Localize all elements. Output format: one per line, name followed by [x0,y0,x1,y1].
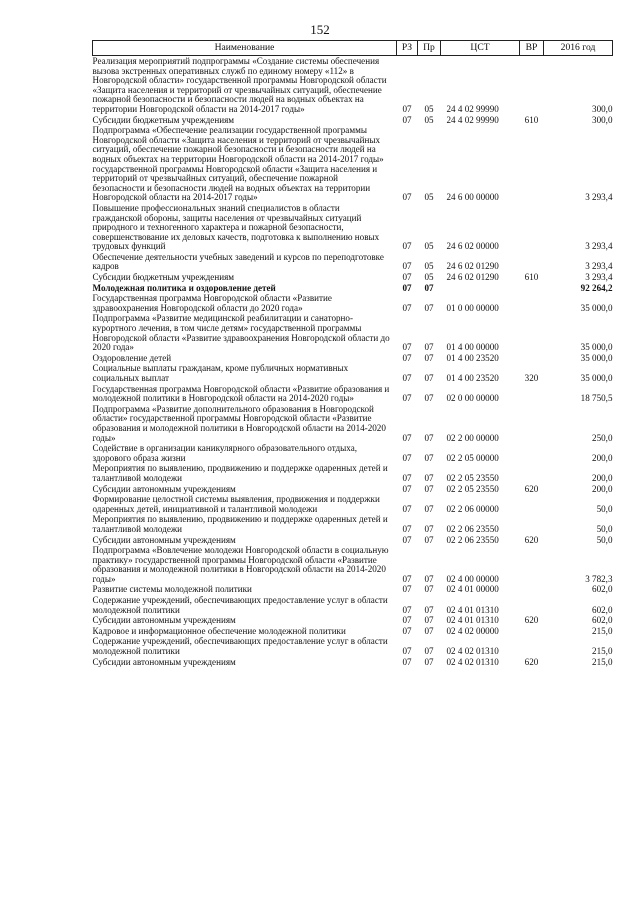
row-amount: 250,0 [592,432,613,443]
row-pr: 07 [424,615,434,626]
row-cst: 02 4 02 00000 [446,625,499,636]
row-name: Мероприятия по выявлению, продвижению и поддержке одаренных детей и талантливой молодежи [92,463,388,483]
row-pr: 07 [424,302,434,313]
row-rz: 07 [402,261,412,272]
row-rz: 07 [402,103,412,114]
row-vr: 320 [524,373,539,383]
row-name: Содержание учреждений, обеспечивающих предоставление услуг в области молодежной политики [92,636,388,657]
header-vr: ВР [520,41,544,56]
header-name: Наименование [93,41,397,56]
table-row [93,272,613,283]
row-rz: 07 [402,483,412,494]
row-vr [520,595,544,615]
row-rz: 07 [402,282,412,293]
row-vr [520,252,544,272]
budget-table-container [92,40,612,667]
row-rz: 07 [402,393,412,404]
row-vr [520,545,544,584]
row-cst: 02 2 05 00000 [446,452,499,463]
row-amount: 602,0 [592,604,613,615]
row-name: Подпрограмма «Вовлечение молодежи Новгородской области в социальную практику» государственной программы Новгородской области «Развитие образования и молодежной политики в Новгородской области на 2014-2020 годы» [92,545,389,584]
row-vr [520,384,544,404]
row-amount: 18 750,5 [580,393,613,404]
row-cst: 01 4 00 23520 [446,352,499,363]
row-cst: 24 6 02 01290 [446,272,499,283]
row-cst: 02 2 06 00000 [446,503,499,514]
row-rz: 07 [402,342,412,353]
row-name: Субсидии бюджетным учреждениям [92,272,235,283]
row-pr: 05 [424,272,434,283]
table-row [93,353,613,364]
row-cst: 24 6 02 00000 [446,241,499,252]
row-rz: 07 [402,573,412,584]
row-pr: 07 [424,573,434,584]
table-row [93,484,613,495]
header-year: 2016 год [544,41,613,56]
row-name: Подпрограмма «Обеспечение реализации государственной программы Новгородской области «Защита населения и территорий от чрезвычайных ситуаций, обеспечение пожарной безопасности и безопасности людей на водных объектах на территории Новгородской области на 2014-2017 годы» государственной программы Новгородской области «Защита населения и территорий от чрезвычайных ситуаций, обеспечение пожарной безопасности и безопасности людей на водных объектах на территории Новгородской области на 2014-2017 годы» [92,125,384,203]
row-vr: 620 [524,483,539,494]
row-rz: 07 [402,656,412,667]
row-name: Субсидии автономным учреждениям [92,656,236,667]
row-amount: 215,0 [592,656,613,667]
row-rz: 07 [402,534,412,545]
table-row [93,283,613,294]
table-row [93,545,613,584]
row-cst: 02 2 05 23550 [446,483,499,494]
table-header [93,41,613,56]
table-row [93,404,613,443]
row-name: Содействие в организации каникулярного образовательного отдыха, здорового образа жизни [92,443,358,463]
row-name: Обеспечение деятельности учебных заведений и курсов по переподготовке кадров [92,251,384,272]
row-cst: 01 0 00 00000 [446,302,499,313]
row-amount: 92 264,2 [580,282,613,293]
header-pr: Пр [418,41,441,56]
row-cst: 02 2 00 00000 [446,432,499,443]
row-amount: 3 293,4 [585,192,613,203]
row-name: Содержание учреждений, обеспечивающих предоставление услуг в области молодежной политики [92,595,388,615]
row-amount: 215,0 [592,625,613,636]
row-cst: 02 4 01 01310 [446,615,499,626]
row-vr [520,283,544,294]
row-cst: 02 4 00 00000 [446,573,499,584]
row-name: Субсидии автономным учреждениям [92,534,236,545]
row-amount: 3 293,4 [585,261,613,272]
row-name: Субсидии бюджетным учреждениям [92,114,235,125]
row-vr: 620 [524,615,539,626]
row-vr [520,636,544,656]
row-pr: 07 [424,352,434,363]
row-vr [520,353,544,364]
row-vr: 620 [524,534,539,545]
row-amount: 3 293,4 [585,241,613,252]
row-pr: 07 [424,534,434,545]
row-cst: 02 2 06 23550 [446,523,499,534]
row-name: Подпрограмма «Развитие дополнительного образования в Новгородской области» государственной программы Новгородской области «Развитие образования и молодежной политики в Новгородской области на 2014-2020 годы» [92,403,386,443]
row-vr [520,584,544,595]
table-row [93,494,613,514]
row-amount: 200,0 [592,472,613,483]
row-vr [520,293,544,313]
row-name: Мероприятия по выявлению, продвижению и поддержке одаренных детей и талантливой молодежи [92,514,388,534]
row-pr: 07 [424,373,434,383]
row-name: Кадровое и информационное обеспечение молодежной политики [92,625,346,636]
table-row [93,636,613,656]
row-amount: 50,0 [596,534,613,545]
row-pr: 05 [424,114,434,125]
row-vr [520,125,544,203]
table-row [93,595,613,615]
row-pr: 05 [424,192,434,203]
row-pr: 07 [424,393,434,404]
page-number: 152 [310,22,330,37]
table-row [93,514,613,534]
row-name: Реализация мероприятий подпрограммы «Создание системы обеспечения вызова экстренных оперативных служб по единому номеру «112» в Новгородской области» государственной программы Новгородской области «Защита населения и территорий от чрезвычайных ситуаций, обеспечение пожарной безопасности и безопасности людей на водных объектах на территории Новгородской области на 2014-2017 годы» [92,56,387,114]
row-amount: 215,0 [592,646,613,657]
row-name: Субсидии автономным учреждениям [92,615,236,626]
row-vr: 620 [524,656,539,667]
row-amount: 35 000,0 [580,302,613,313]
table-row [93,313,613,352]
row-pr: 07 [424,452,434,463]
row-rz: 07 [402,192,412,203]
row-name: Повышение профессиональных знаний специалистов в области гражданской обороны, защиты населения от чрезвычайных ситуаций природного и техногенного характера и пожарной безопасности, совершенствование их деловых качеств, подготовка к выполнению новых трудовых функций [92,202,380,252]
row-rz: 07 [402,503,412,514]
row-name: Социальные выплаты гражданам, кроме публичных нормативных социальных выплат [92,363,349,383]
row-rz: 07 [402,625,412,636]
row-rz: 07 [402,114,412,125]
row-vr: 610 [524,272,539,283]
row-pr: 05 [424,261,434,272]
header-row [93,41,613,56]
row-amount: 3 782,3 [585,573,613,584]
table-row [93,626,613,637]
row-amount: 200,0 [592,452,613,463]
row-rz: 07 [402,373,412,383]
row-rz: 07 [402,615,412,626]
row-name: Развитие системы молодежной политики [92,584,252,595]
row-amount: 35 000,0 [580,342,613,353]
table-row [93,252,613,272]
row-vr: 610 [524,114,539,125]
row-rz: 07 [402,646,412,657]
row-pr: 07 [424,584,434,595]
header-rz: РЗ [397,41,418,56]
row-pr: 07 [424,656,434,667]
row-vr [520,313,544,352]
table-row [93,463,613,483]
row-pr: 07 [424,523,434,534]
row-rz: 07 [402,452,412,463]
row-vr [520,463,544,483]
row-rz: 07 [402,272,412,283]
table-row [93,657,613,668]
table-body [93,56,613,668]
row-amount: 602,0 [592,615,613,626]
row-pr: 07 [424,604,434,615]
row-rz: 07 [402,604,412,615]
row-cst: 01 4 00 23520 [446,373,499,383]
row-pr: 07 [424,625,434,636]
row-name: Субсидии автономным учреждениям [92,483,236,494]
row-vr [520,626,544,637]
row-pr: 07 [424,646,434,657]
table-row [93,363,613,383]
row-vr [520,514,544,534]
table-row [93,584,613,595]
row-cst: 02 4 01 01310 [446,604,499,615]
row-rz: 07 [402,584,412,595]
row-amount: 50,0 [596,503,613,514]
row-amount: 200,0 [592,483,613,494]
row-amount: 300,0 [592,114,613,125]
row-pr: 07 [424,503,434,514]
row-rz: 07 [402,352,412,363]
row-cst: 24 4 02 99990 [446,114,499,125]
row-vr [520,404,544,443]
table-row [93,384,613,404]
row-name: Молодежная политика и оздоровление детей [92,282,276,293]
row-pr: 05 [424,241,434,252]
row-name: Оздоровление детей [92,352,172,363]
row-vr [520,494,544,514]
row-cst: 02 2 06 23550 [446,534,499,545]
table-row [93,203,613,252]
row-amount: 35 000,0 [580,352,613,363]
row-cst: 24 6 00 00000 [446,192,499,203]
row-cst [441,283,520,294]
row-cst: 02 4 01 00000 [446,584,499,595]
row-name: Государственная программа Новгородской области «Развитие здравоохранения Новгородской области до 2020 года» [92,293,332,313]
row-cst: 02 4 02 01310 [446,656,499,667]
row-amount: 35 000,0 [580,373,613,383]
row-vr [520,56,544,115]
row-pr: 07 [424,432,434,443]
row-amount: 3 293,4 [585,272,613,283]
row-rz: 07 [402,523,412,534]
row-pr: 07 [424,342,434,353]
table-row [93,535,613,546]
row-amount: 50,0 [596,523,613,534]
table-row [93,56,613,115]
table-row [93,125,613,203]
row-name: Формирование целостной системы выявления, продвижения и поддержки одаренных детей, инициативной и талантливой молодежи [92,494,380,514]
row-cst: 24 6 02 01290 [446,261,499,272]
header-cst: ЦСТ [441,41,520,56]
row-cst: 24 4 02 99990 [446,103,499,114]
row-vr [520,443,544,463]
row-cst: 02 0 00 00000 [446,393,499,404]
row-vr [520,203,544,252]
row-cst: 01 4 00 00000 [446,342,499,353]
row-pr: 07 [424,483,434,494]
row-pr: 07 [424,472,434,483]
row-cst: 02 2 05 23550 [446,472,499,483]
row-rz: 07 [402,472,412,483]
row-amount: 602,0 [592,584,613,595]
table-row [93,293,613,313]
row-name: Государственная программа Новгородской области «Развитие образования и молодежной политики в Новгородской области на 2014-2020 годы» [92,383,390,404]
row-rz: 07 [402,241,412,252]
row-amount: 300,0 [592,103,613,114]
row-cst: 02 4 02 01310 [446,646,499,657]
row-pr: 07 [424,282,434,293]
table-row [93,443,613,463]
budget-table [92,40,613,667]
row-pr: 05 [424,103,434,114]
row-rz: 07 [402,302,412,313]
row-rz: 07 [402,432,412,443]
row-name: Подпрограмма «Развитие медицинской реабилитации и санаторно-курортного лечения, в том числе детям» государственной программы Новгородской области «Развитие здравоохранения Новгородской области до 2020 года» [92,313,390,353]
table-row [93,615,613,626]
table-row [93,115,613,126]
